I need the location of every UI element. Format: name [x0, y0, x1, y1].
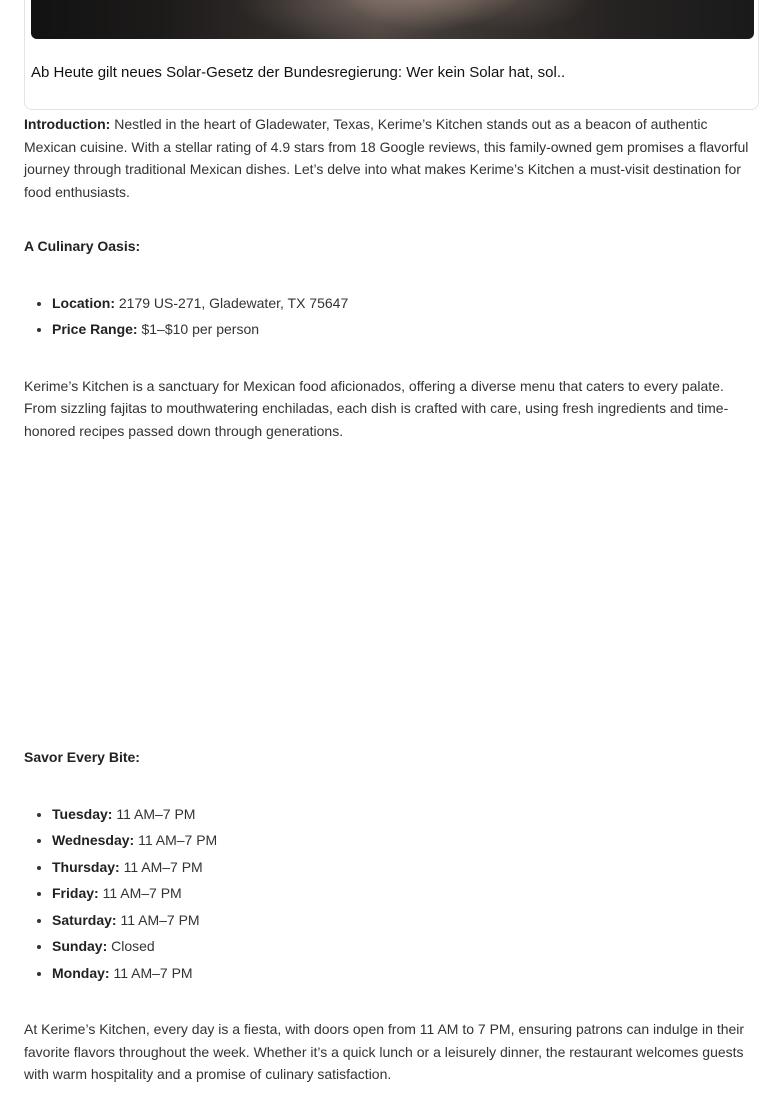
detail-value: 2179 US-271, Gladewater, TX 75647	[115, 294, 349, 311]
ad-image[interactable]	[31, 0, 754, 39]
hours-time: 11 AM–7 PM	[119, 858, 203, 875]
hours-item	[52, 933, 752, 960]
hours-time: 11 AM–7 PM	[116, 911, 200, 928]
list-item	[52, 316, 752, 343]
hours-item	[52, 960, 752, 987]
intro-text: Nestled in the heart of Gladewater, Texas, Kerime’s Kitchen stands out as a beacon of authentic Mexican cuisine. With a stellar rating of 4.9 stars from 18 Google reviews, this family-owned gem promises a flavorful journey through traditional Mexican dishes. Let’s delve into what makes Kerime’s Kitchen a must-visit destination for food enthusiasts.	[24, 116, 749, 200]
article-content	[24, 113, 752, 1086]
hours-day: Thursday:	[52, 858, 120, 875]
hours-day: Saturday:	[52, 911, 117, 928]
hours-day: Friday:	[52, 885, 99, 901]
blank-ad-slot	[24, 442, 752, 746]
hours-time: 11 AM–7 PM	[109, 964, 193, 981]
hours-item	[52, 880, 752, 907]
hours-item	[52, 907, 752, 934]
detail-value: $1–$10 per person	[137, 321, 260, 337]
hours-time: 11 AM–7 PM	[112, 805, 196, 822]
hours-time: 11 AM–7 PM	[134, 832, 218, 848]
hours-day: Tuesday:	[52, 805, 113, 822]
section-heading-culinary-oasis: A Culinary Oasis:	[24, 238, 141, 254]
hours-item	[52, 801, 752, 828]
hours-item	[52, 827, 752, 854]
hours-time: 11 AM–7 PM	[98, 885, 182, 901]
intro-label: Introduction:	[24, 116, 111, 132]
hours-day: Sunday:	[52, 938, 108, 954]
ad-headline[interactable]: Ab Heute gilt neues Solar-Gesetz der Bundesregierung: Wer kein Solar hat, sol..	[31, 64, 566, 81]
sponsored-ad-card[interactable]	[24, 0, 759, 110]
intro-paragraph	[24, 113, 752, 203]
detail-label: Location:	[52, 294, 115, 311]
hours-time: Closed	[107, 938, 155, 954]
savor-paragraph: At Kerime’s Kitchen, every day is a fiesta, with doors open from 11 AM to 7 PM, ensuring patrons can indulge in their favorite flavors throughout the week. Whether it’s a quick lunch or a leisurely dinner, the restaurant welcomes guests with warm hospitality and a promise of culinary satisfaction.	[24, 1021, 745, 1082]
details-list	[24, 290, 752, 343]
culinary-oasis-paragraph: Kerime’s Kitchen is a sanctuary for Mexican food aficionados, offering a diverse menu that caters to every palate. From sizzling fajitas to mouthwatering enchiladas, each dish is crafted with care, using fresh ingredients and time-honored recipes passed down through generations.	[24, 377, 729, 439]
list-item	[52, 290, 752, 317]
hours-day: Wednesday:	[52, 832, 135, 848]
hours-list	[24, 801, 752, 987]
detail-label: Price Range:	[52, 321, 138, 337]
section-heading-savor: Savor Every Bite:	[24, 749, 140, 765]
hours-item	[52, 854, 752, 881]
hours-day: Monday:	[52, 964, 110, 981]
